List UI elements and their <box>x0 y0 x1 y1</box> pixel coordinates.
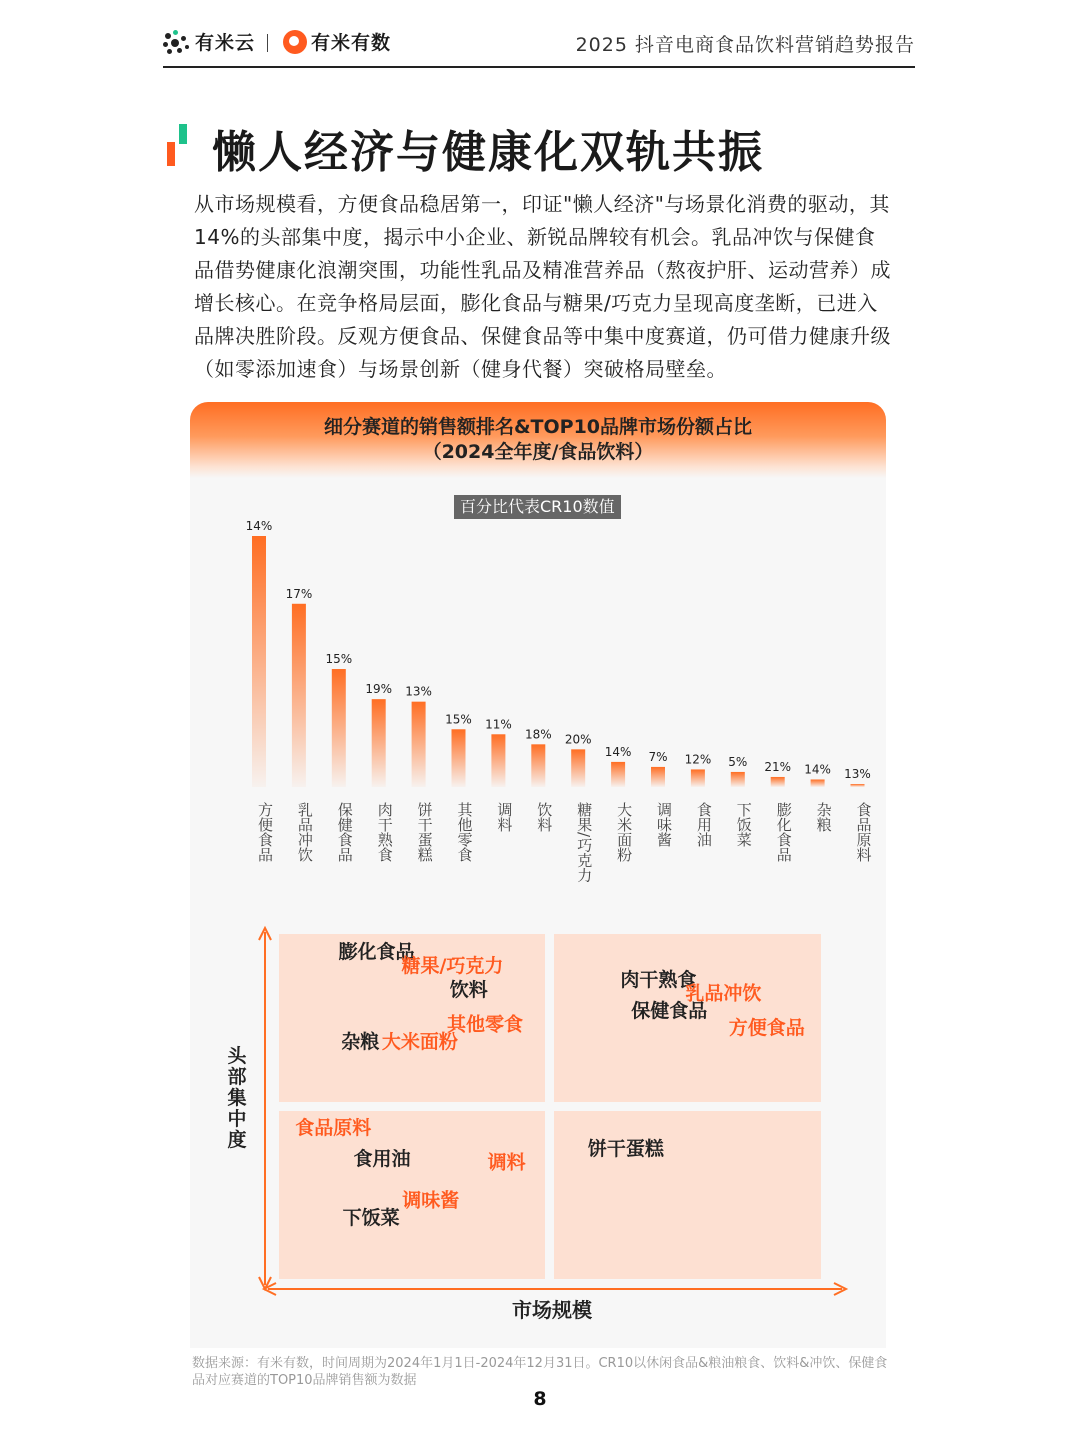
bar-value-label: 12% <box>684 752 712 767</box>
category-tick-label: 下饭菜 <box>734 802 753 847</box>
bar-value-label: 14% <box>604 744 632 759</box>
y-axis-label-char: 度 <box>227 1129 247 1151</box>
brand2-text: 有米有数 <box>311 32 392 54</box>
category-tick-label: 饼干蛋糕 <box>415 802 434 862</box>
report-title: 2025 抖音电商食品饮料营销趋势报告 <box>575 34 915 56</box>
quadrant-item-label: 食用油 <box>353 1148 411 1171</box>
quadrant-item-label: 饼干蛋糕 <box>587 1137 664 1160</box>
page-number: 8 <box>533 1388 547 1410</box>
bar-9 <box>571 749 585 787</box>
bar-4 <box>372 699 386 787</box>
category-tick-label: 大米面粉 <box>615 802 634 862</box>
bar-value-label: 18% <box>524 727 552 742</box>
bar-8 <box>531 744 545 787</box>
category-tick-label: 其他零食 <box>455 802 474 862</box>
bar-5 <box>412 702 426 787</box>
y-axis-label-char: 部 <box>227 1066 247 1088</box>
category-tick-label: 食用油 <box>694 802 713 847</box>
quadrant-item-label: 杂粮 <box>341 1030 380 1053</box>
bar-15 <box>811 779 825 787</box>
cr10-note-badge: 百分比代表CR10数值 <box>454 495 621 519</box>
quadrant-item-label: 保健食品 <box>631 999 708 1022</box>
x-axis-label: 市场规模 <box>512 1298 592 1322</box>
bar-13 <box>731 772 745 787</box>
bar-14 <box>771 777 785 787</box>
bar-value-label: 11% <box>485 717 512 732</box>
quadrant-item-label: 方便食品 <box>728 1017 805 1040</box>
bar-value-label: 14% <box>245 519 273 533</box>
bar-value-label: 15% <box>325 652 353 667</box>
chart-subtitle: （2024全年度/食品饮料） <box>422 441 654 463</box>
bar-value-label: 20% <box>564 732 592 747</box>
category-tick-label: 乳品冲饮 <box>295 802 314 862</box>
category-tick-label: 杂粮 <box>814 802 833 832</box>
summary-paragraph: 从市场规模看，方便食品稳居第一，印证"懒人经济"与场景化消费的驱动，其14%的头部集中度，揭示中小企业、新锐品牌较有机会。乳品冲饮与保健食品借势健康化浪潮突围，功能性乳品及精准营养品（熬夜护肝、运动营养）成增长核心。在竞争格局层面，膨化食品与糖果/巧克力呈现高度垄断，已进入品牌决胜阶段。反观方便食品、保健食品等中集中度赛道，仍可借力健康升级（如零添加速食）与场景创新（健身代餐）突破格局壁垒。 <box>194 192 891 381</box>
bar-6 <box>452 729 466 787</box>
category-tick-label: 肉干熟食 <box>375 802 394 862</box>
bar-chart <box>246 519 873 883</box>
bar-3 <box>332 669 346 787</box>
bar-10 <box>611 762 625 787</box>
quadrant-item-label: 膨化食品 <box>338 941 415 964</box>
bar-1 <box>252 536 266 787</box>
page-title: 懒人经济与健康化双轨共振 <box>212 127 764 178</box>
bar-7 <box>491 734 505 787</box>
data-source-note: 数据来源：有米有数，时间周期为2024年1月1日-2024年12月31日。CR10以休闲食品&粮油粮食、饮料&冲饮、保健食品对应赛道的TOP10品牌销售额为数据 <box>192 1356 888 1388</box>
chart-title: 细分赛道的销售额排名&TOP10品牌市场份额占比 <box>323 416 753 438</box>
quadrant-item-label: 调料 <box>487 1151 526 1174</box>
bar-value-label: 17% <box>285 586 313 601</box>
category-tick-label: 饮料 <box>535 802 554 832</box>
category-tick-label: 方便食品 <box>256 802 274 862</box>
bar-value-label: 19% <box>365 682 393 697</box>
bar-12 <box>691 769 705 787</box>
category-tick-label: 食品原料 <box>854 802 873 862</box>
quadrant-item-label: 调味酱 <box>402 1189 460 1212</box>
bar-value-label: 14% <box>804 762 831 777</box>
quadrant-item-label: 饮料 <box>449 979 488 1002</box>
category-tick-label: 保健食品 <box>335 802 354 862</box>
bar-value-label: 5% <box>728 754 748 769</box>
bar-11 <box>651 767 665 787</box>
category-tick-label: 膨化食品 <box>774 802 793 862</box>
quadrant-item-label: 糖果/巧克力 <box>401 954 504 977</box>
category-tick-label: 糖果/巧克力 <box>575 802 594 883</box>
y-axis-label-char: 中 <box>227 1108 247 1130</box>
brand1-text: 有米云 <box>195 32 256 54</box>
y-axis-label-char: 头 <box>227 1045 247 1067</box>
bar-value-label: 7% <box>648 749 668 764</box>
bar-value-label: 13% <box>844 767 871 781</box>
quadrant-item-label: 下饭菜 <box>342 1206 400 1229</box>
quadrant-item-label: 大米面粉 <box>381 1030 458 1053</box>
y-axis-label <box>227 1044 247 1151</box>
quadrant-chart <box>227 928 846 1322</box>
category-tick-label: 调味酱 <box>655 802 673 847</box>
bar-2 <box>292 604 306 787</box>
category-tick-label: 调料 <box>495 802 514 832</box>
quadrant-item-label: 食品原料 <box>295 1117 372 1140</box>
quadrant-item-label: 肉干熟食 <box>620 968 697 991</box>
bar-16 <box>851 784 865 787</box>
quadrant-bottom-right <box>554 1111 821 1279</box>
quadrant-item-label: 乳品冲饮 <box>685 982 762 1005</box>
bar-value-label: 13% <box>405 684 432 699</box>
bar-value-label: 21% <box>764 759 792 774</box>
bar-value-label: 15% <box>445 712 472 727</box>
quadrant-item-label: 其他零食 <box>446 1013 523 1036</box>
y-axis-label-char: 集 <box>227 1087 247 1109</box>
